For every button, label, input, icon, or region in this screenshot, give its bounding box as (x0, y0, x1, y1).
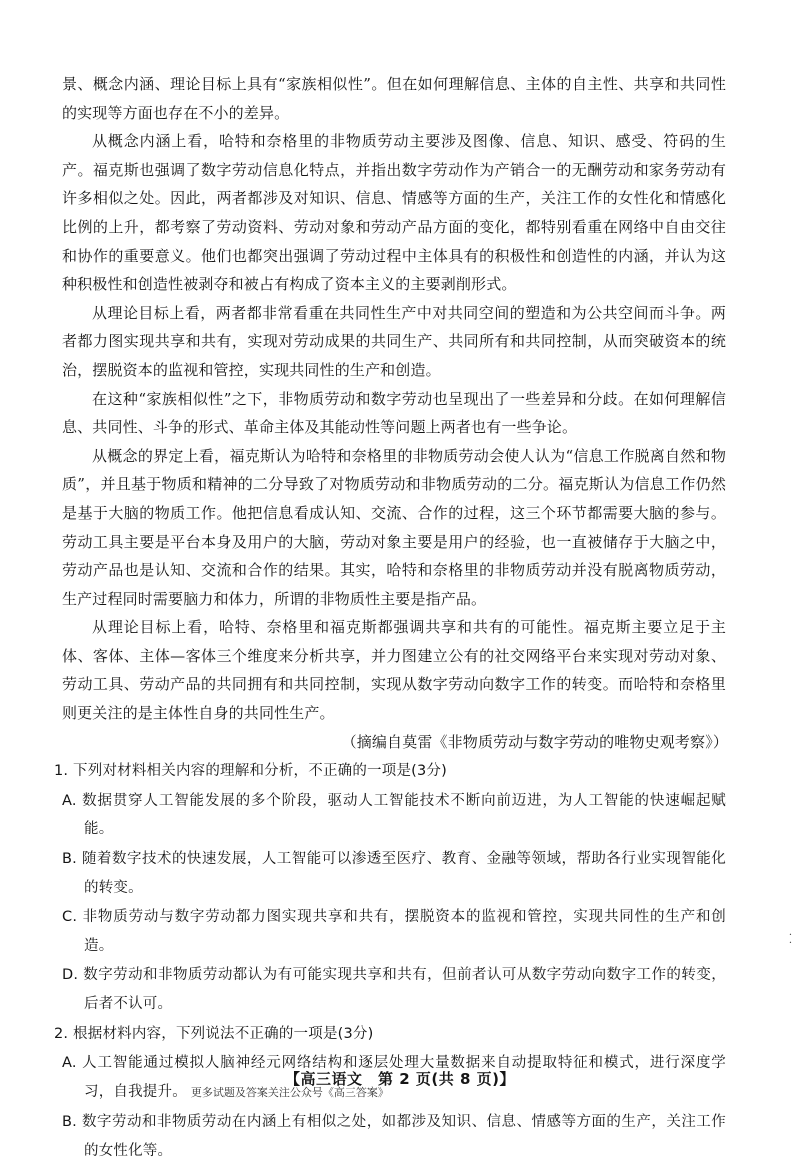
watermark-note: 更多试题及答案关注公众号《高三答案》 (190, 1085, 389, 1099)
passage-paragraph: 从概念的界定上看，福克斯认为哈特和奈格里的非物质劳动会使人认为“信息工作脱离自然和物质”，并且基于物质和精神的二分导致了对物质劳动和非物质劳动的二分。福克斯认为信息工作仍然是基于大脑的物质工作。他把信息看成认知、交流、合作的过程，这三个环节都需要大脑的参与。劳动工具主要是平台本身及用户的大脑，劳动对象主要是用户的经验，也一直被储存于大脑之中，劳动产品也是认知、交流和合作的结果。其实，哈特和奈格里的非物质劳动并没有脱离物质劳动，生产过程同时需要脑力和体力，所谓的非物质性主要是指产品。 (62, 446, 726, 608)
page-content (54, 70, 728, 1166)
question-1-option-d: D. 数字劳动和非物质劳动都认为有可能实现共享和共有，但前者认可从数字劳动向数字工作的转变，后者不认可。 (62, 967, 726, 1012)
question-1-option-b: B. 随着数字技术的快速发展，人工智能可以渗透至医疗、教育、金融等领域，帮助各行业实现智能化的转变。 (62, 851, 726, 896)
passage-paragraph: 从理论目标上看，两者都非常看重在共同性生产中对共同空间的塑造和为公共空间而斗争。两者都力图实现共享和共有，实现对劳动成果的共同生产、共同所有和共同控制，从而突破资本的统治，摆脱资本的监视和管控，实现共同性的生产和创造。 (62, 303, 726, 379)
question-2-option-b: B. 数字劳动和非物质劳动在内涵上有相似之处，如都涉及知识、信息、情感等方面的生产，关注工作的女性化等。 (62, 1114, 726, 1159)
page-footer: 【高三语文 第 2 页(共 8 页)】 (285, 1070, 515, 1088)
passage-paragraph: 从概念内涵上看，哈特和奈格里的非物质劳动主要涉及图像、信息、知识、感受、符码的生产。福克斯也强调了数字劳动信息化特点，并指出数字劳动作为产销合一的无酬劳动和家务劳动有许多相似之处。因此，两者都涉及对知识、信息、情感等方面的生产，关注工作的女性化和情感化比例的上升，都考察了劳动资料、劳动对象和劳动产品方面的变化，都特别看重在网络中自由交往和协作的重要意义。他们也都突出强调了劳动过程中主体具有的积极性和创造性的内涵，并认为这种积极性和创造性被剥夺和被占有构成了资本主义的主要剥削形式。 (62, 132, 726, 294)
margin-marks: · · (788, 930, 792, 949)
question-1-stem: 1. 下列对材料相关内容的理解和分析，不正确的一项是(3分) (54, 763, 447, 780)
source-citation: （摘编自莫雷《非物质劳动与数字劳动的唯物史观考察》） (341, 732, 728, 751)
passage-paragraph: 在这种“家族相似性”之下，非物质劳动和数字劳动也呈现出了一些差异和分歧。在如何理解信息、共同性、斗争的形式、革命主体及其能动性等问题上两者也有一些争论。 (62, 389, 726, 437)
question-1-option-c: C. 非物质劳动与数字劳动都力图实现共享和共有，摆脱资本的监视和管控，实现共同性的生产和创造。 (62, 909, 726, 954)
passage-paragraph: 从理论目标上看，哈特、奈格里和福克斯都强调共享和共有的可能性。福克斯主要立足于主体、客体、主体—客体三个维度来分析共享，并力图建立公有的社交网络平台来实现对劳动对象、劳动工具、劳动产品的共同拥有和共同控制，实现从数字劳动向数字工作的转变。而哈特和奈格里则更关注的是主体性自身的共同性生产。 (62, 618, 726, 723)
option-text: A. 人工智能通过模拟人脑神经元网络结构和逐层处理大量数据来自动提取特征和模式，进行深度学习，自我提升。 (62, 1055, 726, 1100)
question-1-option-a: A. 数据贯穿人工智能发展的多个阶段，驱动人工智能技术不断向前迈进，为人工智能的快速崛起赋能。 (62, 792, 726, 838)
question-2-stem: 2. 根据材料内容，下列说法不正确的一项是(3分) (54, 1025, 374, 1042)
passage-paragraph: 景、概念内涵、理论目标上具有“家族相似性”。但在如何理解信息、主体的自主性、共享和共同性的实现等方面也存在不小的差异。 (62, 75, 726, 122)
